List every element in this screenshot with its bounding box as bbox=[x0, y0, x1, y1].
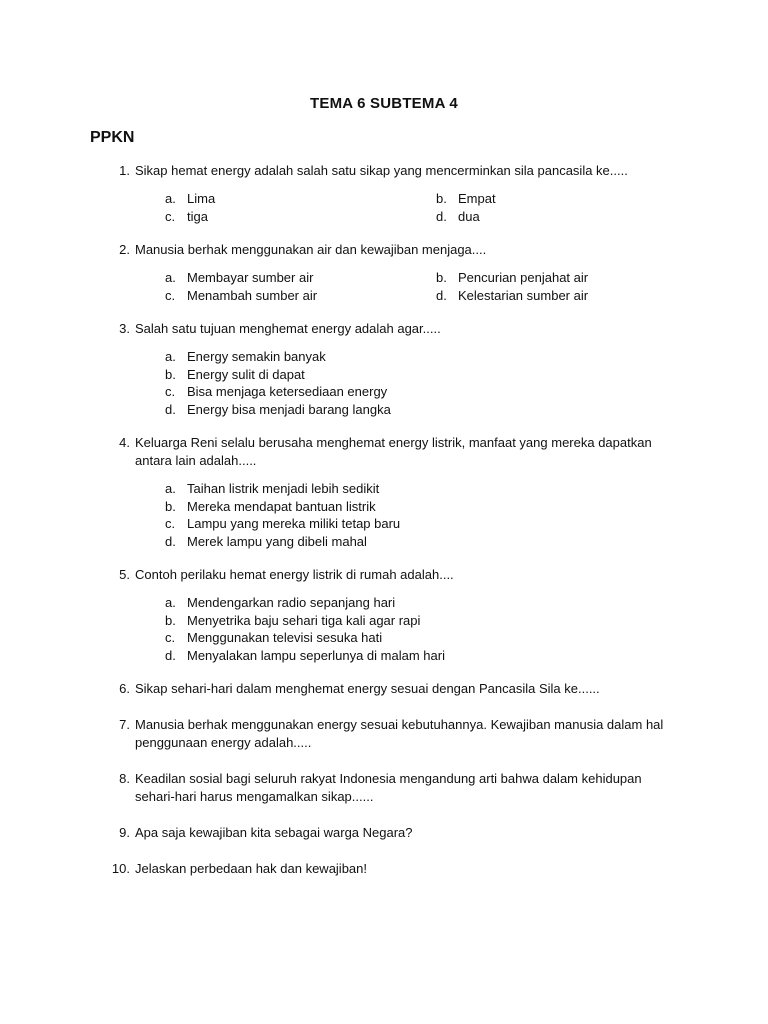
answer-option bbox=[165, 287, 436, 305]
question-text: Keadilan sosial bagi seluruh rakyat Indonesia mengandung arti bahwa dalam kehidupan sehari-hari harus mengamalkan sikap...... bbox=[135, 771, 642, 804]
option-text: Menggunakan televisi sesuka hati bbox=[187, 630, 383, 645]
question-item bbox=[0, 770, 768, 806]
option-letter: a. bbox=[165, 595, 176, 610]
answer-option bbox=[165, 401, 768, 419]
option-letter: b. bbox=[436, 191, 447, 206]
question-item bbox=[0, 566, 768, 664]
answer-option bbox=[165, 190, 436, 208]
question-number: 5. bbox=[119, 567, 130, 582]
option-text: Empat bbox=[458, 191, 496, 206]
question-number: 3. bbox=[119, 321, 130, 336]
question-text: Apa saja kewajiban kita sebagai warga Negara? bbox=[135, 825, 413, 840]
option-text: Menambah sumber air bbox=[187, 287, 318, 303]
answer-options bbox=[165, 594, 768, 664]
option-letter: c. bbox=[165, 630, 176, 645]
question-list bbox=[0, 162, 768, 878]
option-text: Membayar sumber air bbox=[187, 270, 314, 285]
option-letter: b. bbox=[165, 612, 176, 628]
option-text: Pencurian penjahat air bbox=[458, 270, 589, 285]
question-text: Manusia berhak menggunakan air dan kewajiban menjaga.... bbox=[135, 242, 487, 257]
option-text: Energy sulit di dapat bbox=[187, 366, 305, 382]
option-letter: b. bbox=[165, 498, 176, 514]
answer-option bbox=[165, 594, 768, 612]
option-text: Energy bisa menjadi barang langka bbox=[187, 401, 391, 417]
answer-option bbox=[436, 190, 636, 208]
answer-option bbox=[436, 208, 636, 226]
option-text: Kelestarian sumber air bbox=[458, 287, 589, 303]
question-number: 9. bbox=[119, 825, 130, 840]
question-text: Salah satu tujuan menghemat energy adalah agar..... bbox=[135, 321, 441, 336]
answer-option bbox=[165, 647, 768, 665]
option-text: Bisa menjaga ketersediaan energy bbox=[187, 384, 388, 399]
answer-option bbox=[165, 348, 768, 366]
answer-option bbox=[165, 366, 768, 384]
question-number: 10. bbox=[111, 861, 130, 876]
answer-option bbox=[165, 629, 768, 647]
answer-option bbox=[436, 287, 636, 305]
answer-option bbox=[165, 498, 768, 516]
question-number: 2. bbox=[119, 242, 130, 257]
answer-option bbox=[165, 533, 768, 551]
option-letter: a. bbox=[165, 270, 176, 285]
option-text: Taihan listrik menjadi lebih sedikit bbox=[187, 481, 380, 496]
question-item bbox=[0, 716, 768, 752]
option-text: Mereka mendapat bantuan listrik bbox=[187, 498, 376, 514]
subject-heading: PPKN bbox=[90, 129, 135, 146]
answer-options bbox=[165, 480, 768, 550]
question-number: 8. bbox=[119, 771, 130, 786]
answer-options bbox=[165, 269, 768, 304]
question-number: 1. bbox=[119, 163, 130, 178]
option-letter: b. bbox=[436, 270, 447, 285]
question-item bbox=[0, 434, 768, 550]
option-letter: d. bbox=[436, 287, 447, 303]
option-letter: a. bbox=[165, 191, 176, 206]
option-letter: a. bbox=[165, 481, 176, 496]
option-letter: d. bbox=[165, 401, 176, 417]
question-text: Manusia berhak menggunakan energy sesuai kebutuhannya. Kewajiban manusia dalam hal penggunaan energy adalah..... bbox=[135, 717, 664, 750]
answer-option bbox=[165, 480, 768, 498]
option-letter: d. bbox=[436, 208, 447, 224]
option-text: Energy semakin banyak bbox=[187, 349, 326, 364]
question-item bbox=[0, 162, 768, 225]
option-text: tiga bbox=[187, 208, 208, 224]
page-title: TEMA 6 SUBTEMA 4 bbox=[310, 95, 458, 112]
answer-option bbox=[436, 269, 636, 287]
question-item bbox=[0, 320, 768, 418]
answer-option bbox=[165, 269, 436, 287]
option-text: dua bbox=[458, 208, 480, 224]
question-text: Sikap hemat energy adalah salah satu sikap yang mencerminkan sila pancasila ke..... bbox=[135, 163, 628, 178]
answer-option bbox=[165, 515, 768, 533]
option-letter: a. bbox=[165, 349, 176, 364]
option-text: Mendengarkan radio sepanjang hari bbox=[187, 595, 396, 610]
option-text: Menyalakan lampu seperlunya di malam hari bbox=[187, 647, 445, 663]
question-item bbox=[0, 680, 768, 698]
option-letter: d. bbox=[165, 533, 176, 549]
question-number: 6. bbox=[119, 681, 130, 696]
option-text: Merek lampu yang dibeli mahal bbox=[187, 533, 367, 549]
option-letter: c. bbox=[165, 208, 176, 224]
question-number: 7. bbox=[119, 717, 130, 732]
question-item bbox=[0, 824, 768, 842]
option-letter: c. bbox=[165, 516, 176, 531]
option-letter: d. bbox=[165, 647, 176, 663]
question-text: Jelaskan perbedaan hak dan kewajiban! bbox=[135, 861, 368, 876]
answer-options bbox=[165, 190, 768, 225]
answer-option bbox=[165, 612, 768, 630]
option-letter: c. bbox=[165, 287, 176, 303]
answer-option bbox=[165, 383, 768, 401]
question-text: Keluarga Reni selalu berusaha menghemat energy listrik, manfaat yang mereka dapatkan antara lain adalah..... bbox=[135, 435, 652, 468]
option-text: Lima bbox=[187, 191, 216, 206]
option-text: Menyetrika baju sehari tiga kali agar rapi bbox=[187, 612, 421, 628]
question-text: Contoh perilaku hemat energy listrik di rumah adalah.... bbox=[135, 567, 454, 582]
question-item bbox=[0, 241, 768, 304]
question-text: Sikap sehari-hari dalam menghemat energy sesuai dengan Pancasila Sila ke...... bbox=[135, 681, 600, 696]
option-letter: c. bbox=[165, 384, 176, 399]
question-number: 4. bbox=[119, 435, 130, 450]
option-text: Lampu yang mereka miliki tetap baru bbox=[187, 516, 401, 531]
answer-option bbox=[165, 208, 436, 226]
answer-options bbox=[165, 348, 768, 418]
option-letter: b. bbox=[165, 366, 176, 382]
question-item bbox=[0, 860, 768, 878]
